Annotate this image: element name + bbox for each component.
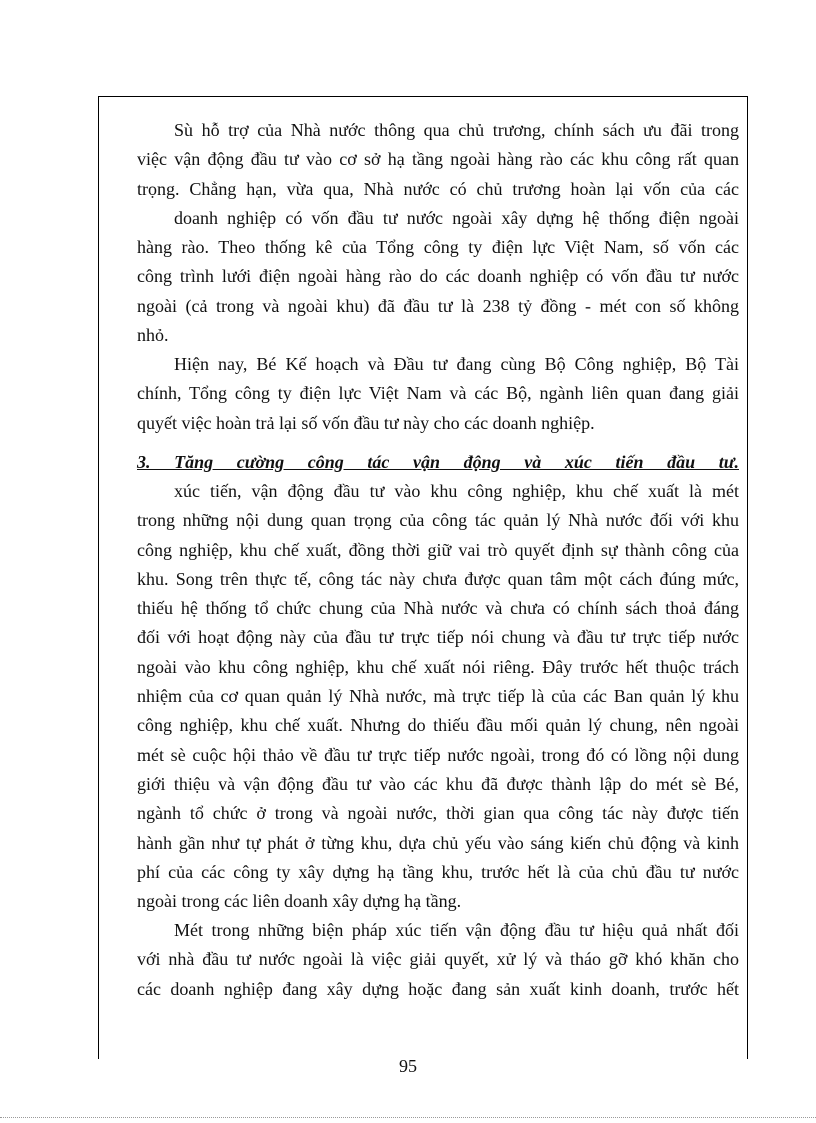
text-line: nhiệm của cơ quan quản lý Nhà nước, mà trực tiếp là của các Ban quản lý khu xyxy=(137,686,739,707)
text-line: ngoài trong các liên doanh xây dựng hạ tầng. xyxy=(137,891,462,912)
text-line: ngoài vào khu công nghiệp, khu chế xuất nói riêng. Đây trước hết thuộc trách xyxy=(137,656,739,677)
paragraph-2 xyxy=(137,350,739,438)
text-line: quyết việc hoàn trả lại số vốn đầu tư này cho các doanh nghiệp. xyxy=(137,412,595,433)
text-line: xúc tiến, vận động đầu tư vào khu công nghiệp, khu chế xuất là mét xyxy=(174,481,739,501)
text-line: trọng. Chẳng hạn, vừa qua, Nhà nước có chủ trương hoàn lại vốn của các xyxy=(137,178,739,199)
paragraph-3 xyxy=(137,477,739,916)
text-line: đối với hoạt động này của đầu tư trực tiếp nói chung và đầu tư trực tiếp nước xyxy=(137,627,739,648)
text-line: ngoài (cả trong và ngoài khu) đã đầu tư là 238 tỷ đồng - mét con số không xyxy=(137,295,739,316)
text-line: thiếu hệ thống tổ chức chung của Nhà nước và chưa có chính sách thoả đáng xyxy=(137,598,739,619)
text-line: các doanh nghiệp đang xây dựng hoặc đang sản xuất kinh doanh, trước hết xyxy=(137,978,739,999)
text-line: phí của các công ty xây dựng hạ tầng khu, trước hết là của chủ đầu tư nước xyxy=(137,861,739,882)
text-line: mét sè cuộc hội thảo về đầu tư trực tiếp nước ngoài, trong đó có lồng nội dung xyxy=(137,744,739,765)
text-line: giới thiệu và vận động đầu tư vào các khu đã được thành lập do mét sè Bé, xyxy=(137,773,739,794)
text-line: việc vận động đầu tư vào cơ sở hạ tầng ngoài hàng rào các khu công rất quan xyxy=(137,149,739,170)
paragraph-1 xyxy=(137,116,739,350)
text-line: ngành tổ chức ở trong và ngoài nước, thời gian qua công tác này được tiến xyxy=(137,803,739,824)
text-line: công nghiệp, khu chế xuất, đồng thời giữ vai trò quyết định sự thành công của xyxy=(137,539,739,560)
paragraph-4 xyxy=(137,916,739,1004)
footer-rule xyxy=(0,1117,816,1118)
text-line: hàng rào. Theo thống kê của Tổng công ty điện lực Việt Nam, số vốn các xyxy=(137,237,739,258)
text-line: hành gần như tự phát ở từng khu, dựa chủ yếu vào sáng kiến chủ động và kinh xyxy=(137,832,739,853)
section-heading: 3. Tăng cường công tác vận động và xúc tiến đầu tư. xyxy=(137,452,739,472)
text-line: công nghiệp, khu chế xuất. Nhưng do thiếu đầu mối quản lý chung, nên ngoài xyxy=(137,715,739,736)
text-line: Mét trong những biện pháp xúc tiến vận động đầu tư hiệu quả nhất đối xyxy=(174,920,739,940)
text-line: trong những nội dung quan trọng của công tác quản lý Nhà nước đối với khu xyxy=(137,510,739,531)
text-line: nhỏ. xyxy=(137,325,169,346)
section-heading-block xyxy=(137,448,739,477)
text-line: với nhà đầu tư nước ngoài là việc giải quyết, xử lý và tháo gỡ khó khăn cho xyxy=(137,949,739,970)
text-line: công trình lưới điện ngoài hàng rào do các doanh nghiệp có vốn đầu tư nước xyxy=(137,266,739,287)
text-line: Sù hỗ trợ của Nhà nước thông qua chủ trương, chính sách ưu đãi trong xyxy=(174,120,739,140)
page-number: 95 xyxy=(399,1056,417,1076)
text-line: doanh nghiệp có vốn đầu tư nước ngoài xây dựng hệ thống điện ngoài xyxy=(174,207,739,228)
text-line: chính, Tổng công ty điện lực Việt Nam và các Bộ, ngành liên quan đang giải xyxy=(137,383,739,404)
text-line: Hiện nay, Bé Kế hoạch và Đầu tư đang cùng Bộ Công nghiệp, Bộ Tài xyxy=(174,354,739,374)
text-line: khu. Song trên thực tế, công tác này chưa được quan tâm một cách đúng mức, xyxy=(137,568,739,589)
